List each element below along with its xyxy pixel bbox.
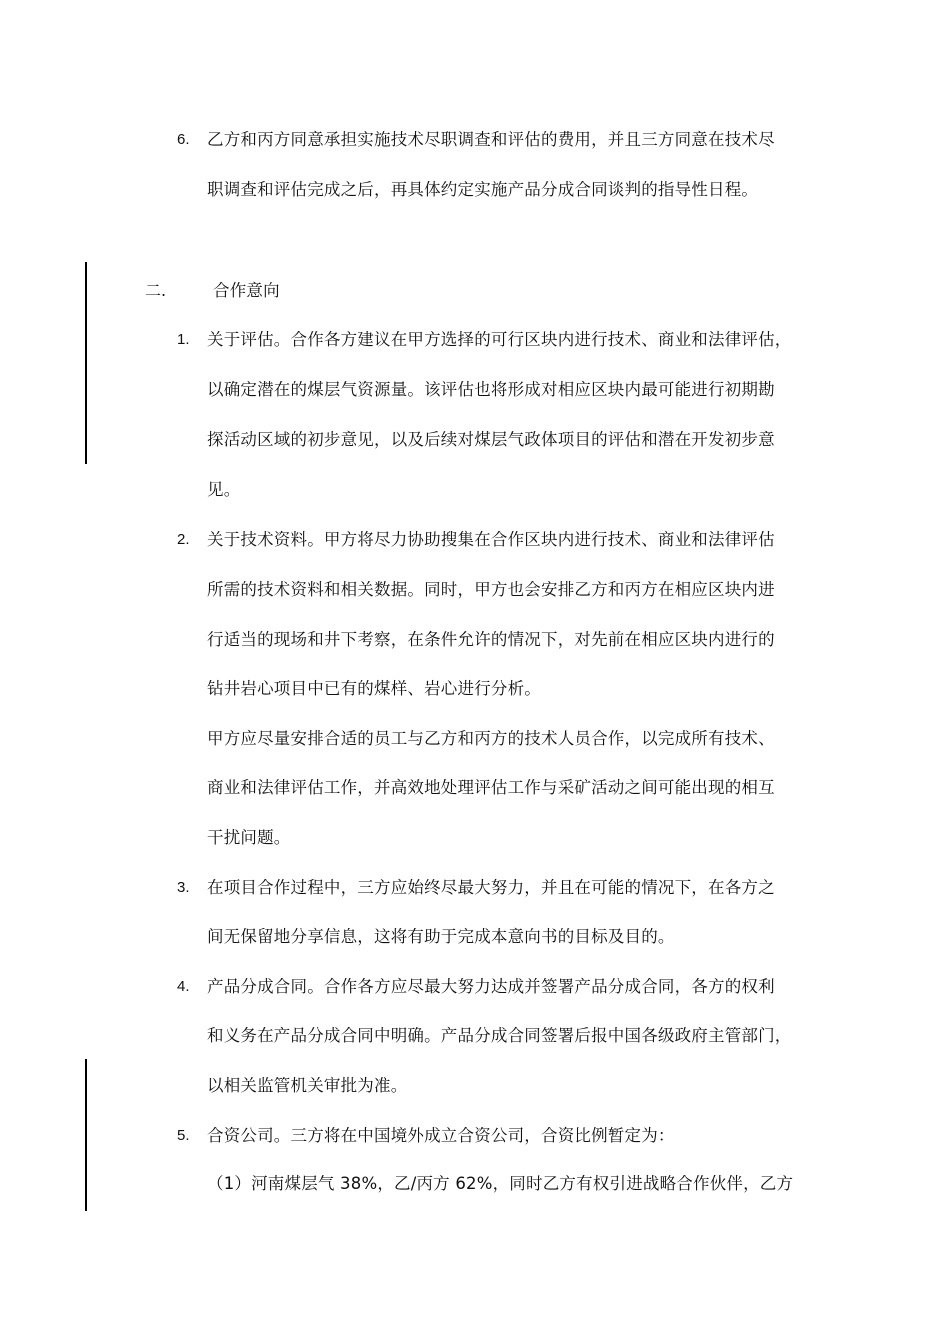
- paragraph-line: 商业和法律评估工作，并高效地处理评估工作与采矿活动之间可能出现的相互: [207, 778, 775, 797]
- list-item-number: 4.: [177, 978, 190, 995]
- paragraph-line: 乙方和丙方同意承担实施技术尽职调查和评估的费用，并且三方同意在技术尽: [207, 130, 775, 149]
- paragraph-line: 合资公司。三方将在中国境外成立合资公司，合资比例暂定为：: [207, 1126, 675, 1145]
- list-item-number: 6.: [177, 131, 190, 148]
- paragraph-line: 以确定潜在的煤层气资源量。该评估也将形成对相应区块内最可能进行初期勘: [207, 380, 775, 399]
- paragraph-line: 间无保留地分享信息，这将有助于完成本意向书的目标及目的。: [207, 927, 675, 946]
- section-title: 合作意向: [213, 281, 280, 300]
- paragraph-line: 探活动区域的初步意见，以及后续对煤层气政体项目的评估和潜在开发初步意: [207, 430, 775, 449]
- paragraph-line: 所需的技术资料和相关数据。同时，甲方也会安排乙方和丙方在相应区块内进: [207, 580, 775, 599]
- paragraph-line: 钻井岩心项目中已有的煤样、岩心进行分析。: [207, 679, 541, 698]
- paragraph-line: 产品分成合同。合作各方应尽最大努力达成并签署产品分成合同，各方的权利: [207, 977, 775, 996]
- paragraph-line: 和义务在产品分成合同中明确。产品分成合同签署后报中国各级政府主管部门，: [207, 1026, 792, 1045]
- paragraph-line: 见。: [207, 480, 241, 499]
- revision-change-bar: [85, 262, 87, 464]
- paragraph-line: 在项目合作过程中，三方应始终尽最大努力，并且在可能的情况下，在各方之: [207, 878, 775, 897]
- paragraph-line: 关于评估。合作各方建议在甲方选择的可行区块内进行技术、商业和法律评估，: [207, 330, 792, 349]
- list-item-number: 5.: [177, 1127, 190, 1144]
- section-number: 二.: [145, 281, 167, 300]
- paragraph-line: 以相关监管机关审批为准。: [207, 1076, 408, 1095]
- list-item-number: 1.: [177, 331, 190, 348]
- paragraph-line: 职调查和评估完成之后，再具体约定实施产品分成合同谈判的指导性日程。: [207, 180, 759, 199]
- paragraph-line: 甲方应尽量安排合适的员工与乙方和丙方的技术人员合作，以完成所有技术、: [207, 729, 775, 748]
- paragraph-line: （1）河南煤层气 38%，乙/丙方 62%，同时乙方有权引进战略合作伙伴，乙方: [207, 1174, 794, 1193]
- revision-change-bar: [85, 1059, 87, 1211]
- paragraph-line: 干扰问题。: [207, 828, 291, 847]
- paragraph-line: 关于技术资料。甲方将尽力协助搜集在合作区块内进行技术、商业和法律评估: [207, 530, 775, 549]
- list-item-number: 3.: [177, 879, 190, 896]
- list-item-number: 2.: [177, 531, 190, 548]
- paragraph-line: 行适当的现场和井下考察，在条件允许的情况下，对先前在相应区块内进行的: [207, 630, 775, 649]
